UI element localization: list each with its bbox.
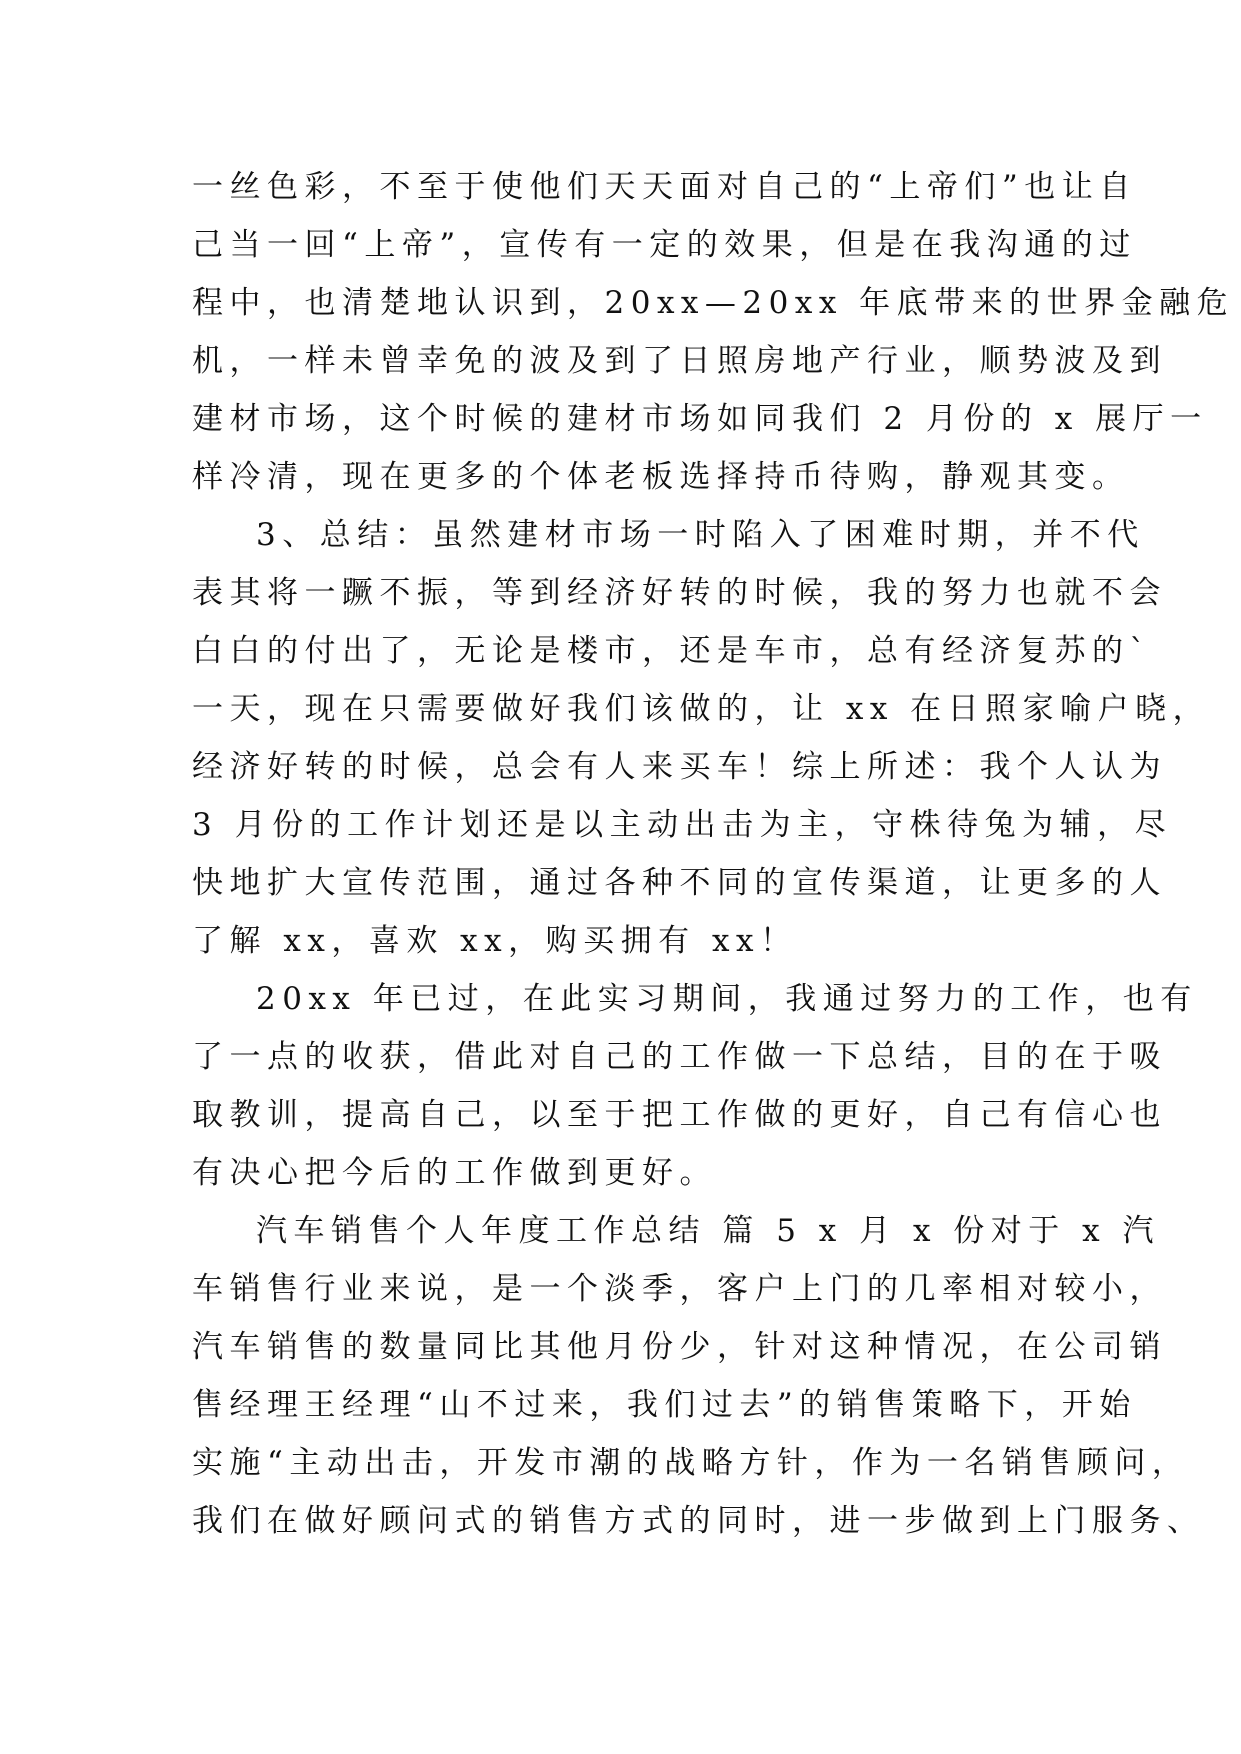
- text-line: 经济好转的时候，总会有人来买车！综上所述：我个人认为: [192, 749, 1167, 785]
- text-line: 白白的付出了，无论是楼市，还是车市，总有经济复苏的`: [192, 633, 1152, 669]
- text-line: 建材市场，这个时候的建材市场如同我们 2 月份的 x 展厅一: [192, 401, 1208, 437]
- text-line: 取教训，提高自己，以至于把工作做的更好，自己有信心也: [192, 1097, 1167, 1133]
- text-line: 样冷清，现在更多的个体老板选择持币待购，静观其变。: [192, 459, 1130, 495]
- text-line: 实施“主动出击，开发市潮的战略方针，作为一名销售顾问，: [192, 1445, 1190, 1481]
- text-line: 有决心把今后的工作做到更好。: [192, 1155, 717, 1191]
- text-line: 我们在做好顾问式的销售方式的同时，进一步做到上门服务、: [192, 1503, 1205, 1539]
- section-heading-line: 汽车销售个人年度工作总结 篇 5 x 月 x 份对于 x 汽: [256, 1213, 1161, 1249]
- text-line: 一丝色彩，不至于使他们天天面对自己的“上帝们”也让自: [192, 169, 1137, 205]
- text-line: 表其将一蹶不振，等到经济好转的时候，我的努力也就不会: [192, 575, 1167, 611]
- text-line: 车销售行业来说，是一个淡季，客户上门的几率相对较小，: [192, 1271, 1167, 1307]
- text-line: 汽车销售的数量同比其他月份少，针对这种情况，在公司销: [192, 1329, 1167, 1365]
- text-line: 一天，现在只需要做好我们该做的，让 xx 在日照家喻户晓，: [192, 691, 1211, 727]
- text-line: 了一点的收获，借此对自己的工作做一下总结，目的在于吸: [192, 1039, 1167, 1075]
- text-line: 机，一样未曾幸免的波及到了日照房地产行业，顺势波及到: [192, 343, 1167, 379]
- text-line: 程中，也清楚地认识到，20xx—20xx 年底带来的世界金融危: [192, 285, 1235, 321]
- text-line: 快地扩大宣传范围，通过各种不同的宣传渠道，让更多的人: [192, 865, 1167, 901]
- text-line: 3 月份的工作计划还是以主动出击为主，守株待兔为辅，尽: [192, 807, 1173, 843]
- text-line: 己当一回“上帝”，宣传有一定的效果，但是在我沟通的过: [192, 227, 1137, 263]
- document-body: [192, 158, 1235, 1550]
- text-line: 售经理王经理“山不过来，我们过去”的销售策略下，开始: [192, 1387, 1137, 1423]
- paragraph-start-line: 3、总结：虽然建材市场一时陷入了困难时期，并不代: [256, 517, 1145, 553]
- text-line: 了解 xx，喜欢 xx，购买拥有 xx！: [192, 923, 798, 959]
- paragraph-start-line: 20xx 年已过，在此实习期间，我通过努力的工作，也有: [256, 981, 1198, 1017]
